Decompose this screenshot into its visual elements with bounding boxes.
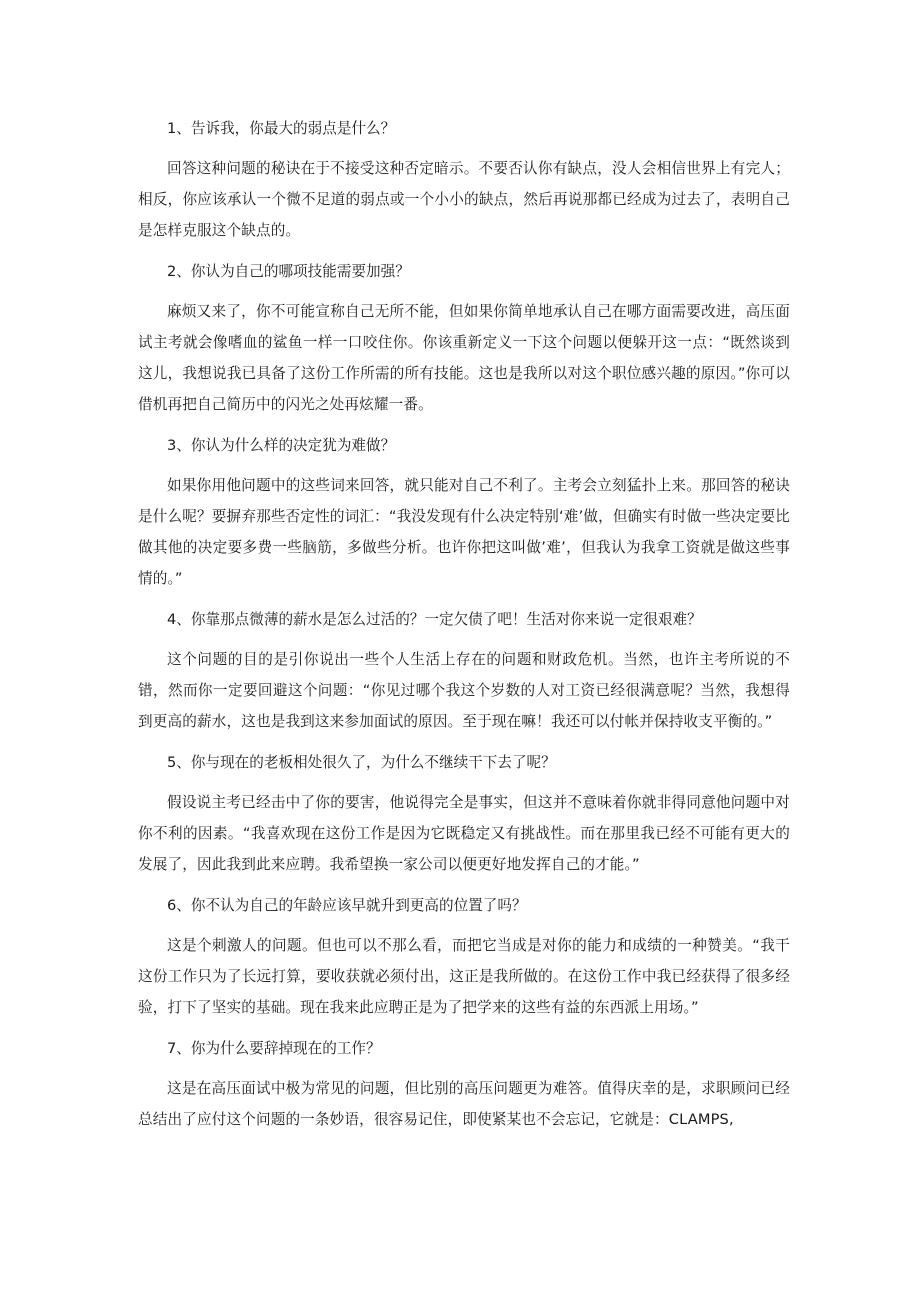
answer-1: 回答这种问题的秘诀在于不接受这种否定暗示。不要否认你有缺点，没人会相信世界上有完人；相反，你应该承认一个微不足道的弱点或一个小小的缺点，然后再说那都已经成为过去了，表明自己是怎样克服这个缺点的。 bbox=[138, 160, 790, 239]
question-7: 7、你为什么要辞掉现在的工作？ bbox=[167, 1040, 381, 1057]
question-6: 6、你不认为自己的年龄应该早就升到更高的位置了吗？ bbox=[167, 897, 527, 914]
answer-4: 这个问题的目的是引你说出一些个人生活上存在的问题和财政危机。当然，也许主考所说的不错，然而你一定要回避这个问题：“你见过哪个我这个岁数的人对工资已经很满意呢？当然，我想得到更高的薪水，这也是我到这来参加面试的原因。至于现在嘛！我还可以付帐并保持收支平衡的。” bbox=[138, 651, 790, 730]
question-1: 1、告诉我，你最大的弱点是什么？ bbox=[167, 120, 396, 137]
answer-5: 假设说主考已经击中了你的要害，他说得完全是事实，但这并不意味着你就非得同意他问题中对你不利的因素。“我喜欢现在这份工作是因为它既稳定又有挑战性。而在那里我已经不可能有更大的发展了，因此我到此来应聘。我希望换一家公司以便更好地发挥自己的才能。” bbox=[138, 794, 790, 873]
document-body bbox=[138, 113, 790, 1145]
question-4: 4、你靠那点微薄的薪水是怎么过活的？一定欠债了吧！生活对你来说一定很艰难？ bbox=[167, 611, 702, 628]
question-2: 2、你认为自己的哪项技能需要加强？ bbox=[167, 263, 410, 280]
question-5: 5、你与现在的老板相处很久了，为什么不继续干下去了呢？ bbox=[167, 754, 556, 771]
answer-6: 这是个刺激人的问题。但也可以不那么看，而把它当成是对你的能力和成绩的一种赞美。“我干这份工作只为了长远打算，要收获就必须付出，这正是我所做的。在这份工作中我已经获得了很多经验，打下了坚实的基础。现在我来此应聘正是为了把学来的这些有益的东西派上用场。” bbox=[138, 937, 790, 1016]
question-3: 3、你认为什么样的决定犹为难做？ bbox=[167, 437, 396, 454]
answer-2: 麻烦又来了，你不可能宣称自己无所不能，但如果你简单地承认自己在哪方面需要改进，高压面试主考就会像嗜血的鲨鱼一样一口咬住你。你该重新定义一下这个问题以便躲开这一点：“既然谈到这儿，我想说我已具备了这份工作所需的所有技能。这也是我所以对这个职位感兴趣的原因。”你可以借机再把自己简历中的闪光之处再炫耀一番。 bbox=[138, 303, 790, 413]
answer-7: 这是在高压面试中极为常见的问题，但比别的高压问题更为难答。值得庆幸的是，求职顾问已经总结出了应付这个问题的一条妙语，很容易记住，即使紧某也不会忘记，它就是：CLAMPS, bbox=[138, 1080, 790, 1128]
answer-3: 如果你用他问题中的这些词来回答，就只能对自己不利了。主考会立刻猛扑上来。那回答的秘诀是什么呢？要摒弃那些否定性的词汇：“我没发现有什么决定特别‘难’做，但确实有时做一些决定要比做其他的决定要多费一些脑筋，多做些分析。也许你把这叫做’难’，但我认为我拿工资就是做这些事情的。” bbox=[138, 477, 790, 587]
